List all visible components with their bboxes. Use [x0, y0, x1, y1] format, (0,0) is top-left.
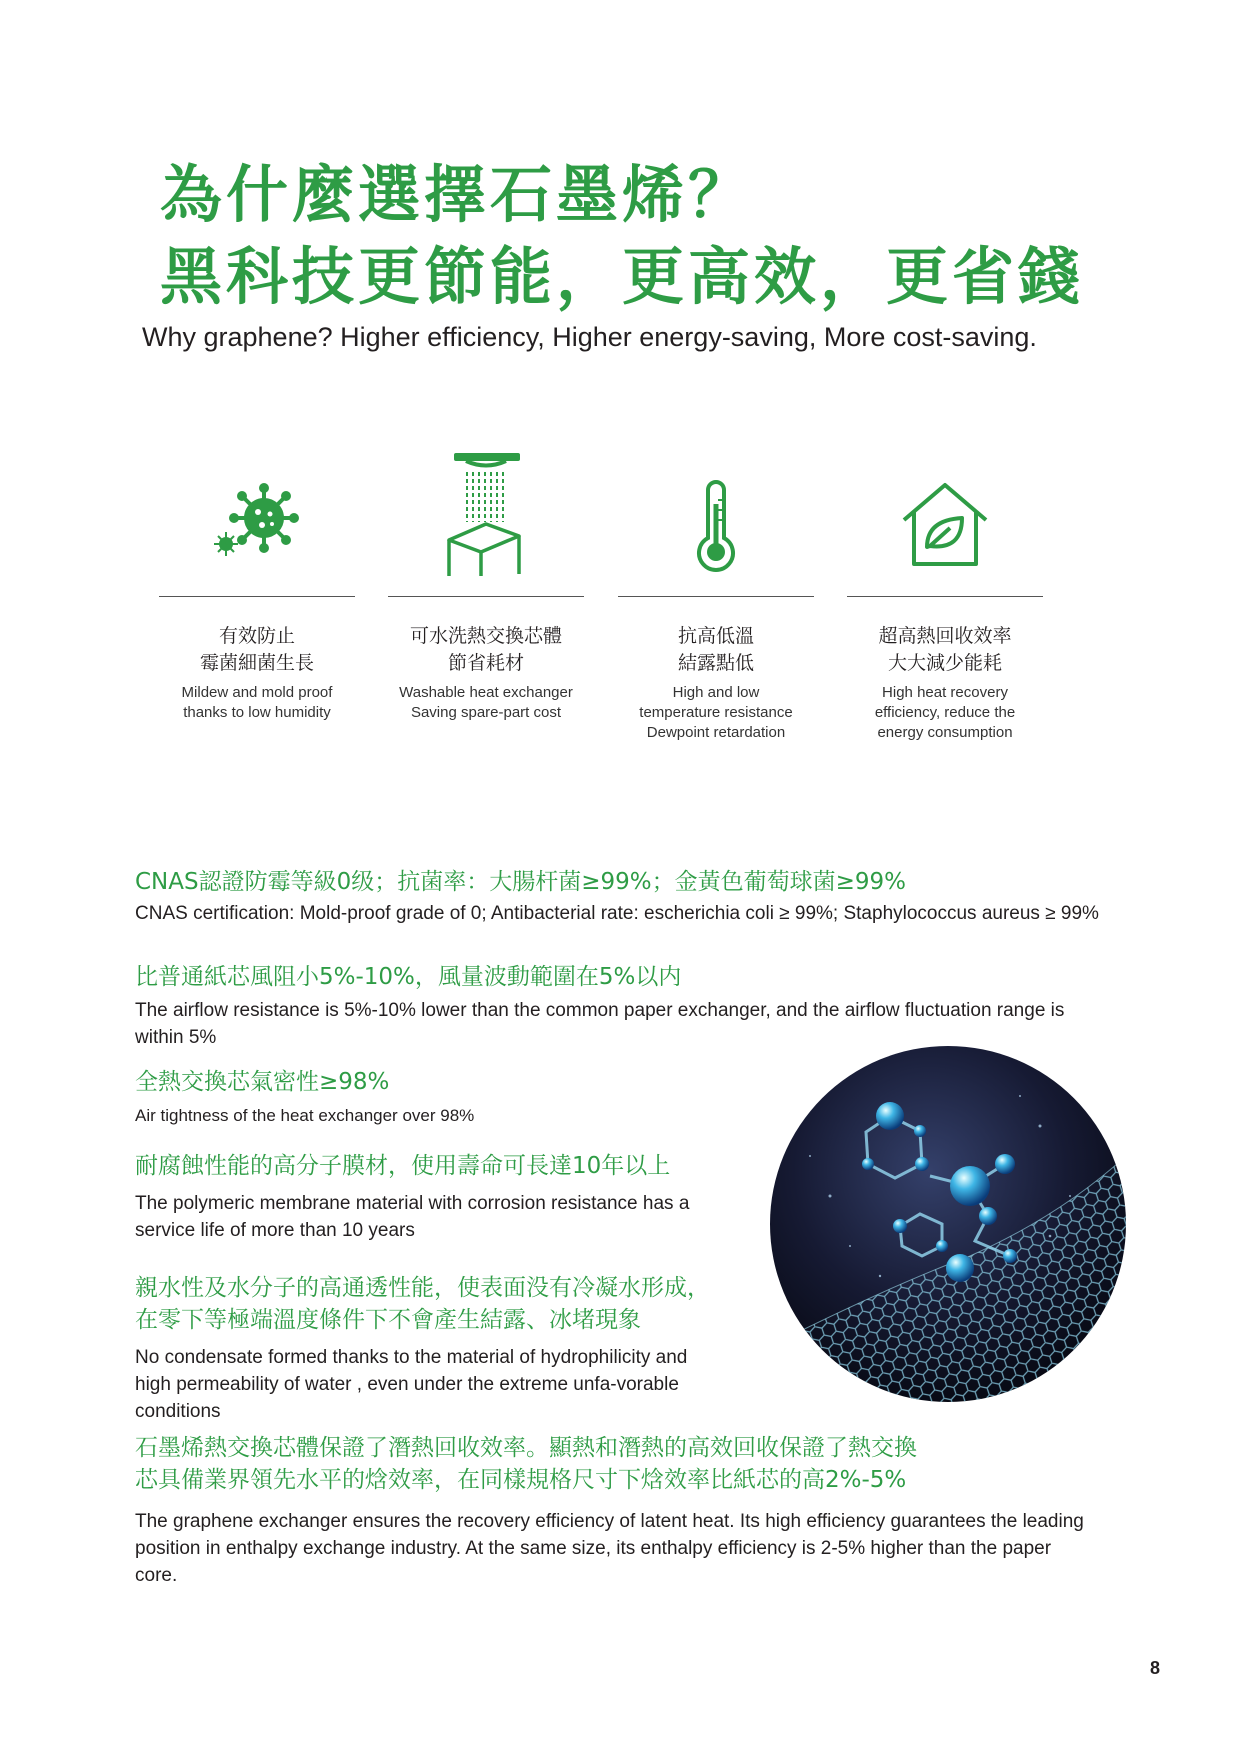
section-text: The polymeric membrane material with corrosion resistance has a service life of more than 10 years [135, 1193, 690, 1241]
section-airflow [135, 961, 1095, 1051]
feature-en-line1: Washable heat exchanger [399, 684, 573, 701]
thermometer-icon [686, 478, 746, 578]
page-subtitle-en: Why graphene? Higher efficiency, Higher energy-saving, More cost-saving. [142, 322, 1037, 352]
divider [618, 596, 814, 597]
feature-mold-proof [157, 440, 357, 723]
feature-temperature-resistance [616, 440, 816, 743]
page-title-line2: 黑科技更節能，更高效，更省錢 [160, 240, 1085, 313]
washable-exchanger-icon [441, 450, 531, 580]
section-text: CNAS certification: Mold-proof grade of 0; Antibacterial rate: escherichia coli ≥ 99%; Staphylococcus aureus ≥ 99% [135, 903, 1099, 924]
feature-zh-line2: 節省耗材 [447, 652, 524, 674]
section-enthalpy [135, 1432, 1095, 1589]
graphene-molecule-image [770, 1046, 1126, 1402]
feature-en-line3: energy consumption [877, 724, 1013, 741]
feature-en-line1: Mildew and mold proof [181, 684, 333, 701]
feature-zh-line1: 抗高低溫 [677, 625, 754, 647]
section-membrane [135, 1150, 705, 1244]
feature-zh-line1: 可水洗熱交換芯體 [409, 625, 562, 647]
feature-zh-line2: 結露點低 [677, 652, 754, 674]
section-cnas [135, 866, 1125, 927]
section-air-tightness [135, 1066, 755, 1129]
divider [847, 596, 1043, 597]
section-text: The airflow resistance is 5%-10% lower than the common paper exchanger, and the airflow fluctuation range is within 5% [135, 1000, 1065, 1048]
feature-en-line2: Saving spare-part cost [410, 704, 562, 721]
feature-en-line3: Dewpoint retardation [646, 724, 786, 741]
section-heading: 全熱交換芯氣密性≥98% [135, 1069, 390, 1095]
eco-house-icon [900, 480, 990, 570]
feature-en-line2: temperature resistance [639, 704, 793, 721]
feature-zh-line2: 大大減少能耗 [887, 652, 1002, 674]
feature-en-line2: thanks to low humidity [183, 704, 331, 721]
section-text: The graphene exchanger ensures the recovery efficiency of latent heat. Its high efficiency guarantees the leading position in enthalpy exchange industry. At the same size, its enthalpy efficiency is 2-5% higher than the paper core. [135, 1511, 1084, 1586]
feature-washable-exchanger [386, 440, 586, 723]
feature-zh-line2: 霉菌細菌生長 [199, 652, 314, 674]
section-heading-line2: 在零下等極端溫度條件下不會產生結露、冰堵現象 [135, 1307, 641, 1333]
virus-icon [202, 468, 312, 578]
feature-en-line1: High and low [672, 684, 760, 701]
section-heading: 耐腐蝕性能的高分子膜材，使用壽命可長達10年以上 [135, 1153, 671, 1179]
section-heading: CNAS認證防霉等級0级；抗菌率：大腸杆菌≥99%；金黃色葡萄球菌≥99% [135, 869, 907, 895]
section-hydrophilicity [135, 1272, 725, 1425]
feature-heat-recovery [845, 440, 1045, 743]
feature-zh-line1: 超高熱回收效率 [878, 625, 1012, 647]
section-heading-line1: 石墨烯熱交換芯體保證了潛熱回收效率。顯熱和潛熱的高效回收保證了熱交換 [135, 1435, 917, 1461]
section-text: No condensate formed thanks to the material of hydrophilicity and high permeability of water , even under the extreme unfa-vorable conditions [135, 1347, 688, 1422]
section-text: Air tightness of the heat exchanger over 98% [135, 1106, 475, 1125]
section-heading-line1: 親水性及水分子的高通透性能，使表面没有冷凝水形成， [135, 1275, 710, 1301]
feature-en-line1: High heat recovery [882, 684, 1008, 701]
section-heading-line2: 芯具備業界領先水平的焓效率，在同樣規格尺寸下焓效率比紙芯的高2%-5% [135, 1467, 907, 1493]
feature-zh-line1: 有效防止 [218, 625, 295, 647]
feature-en-line2: efficiency, reduce the [874, 704, 1016, 721]
page-number: 8 [1150, 1658, 1161, 1678]
divider [388, 596, 584, 597]
divider [159, 596, 355, 597]
section-heading: 比普通紙芯風阻小5%-10%，風量波動範圍在5%以内 [135, 964, 682, 990]
page-title-line1: 為什麼選擇石墨烯？ [160, 158, 755, 231]
